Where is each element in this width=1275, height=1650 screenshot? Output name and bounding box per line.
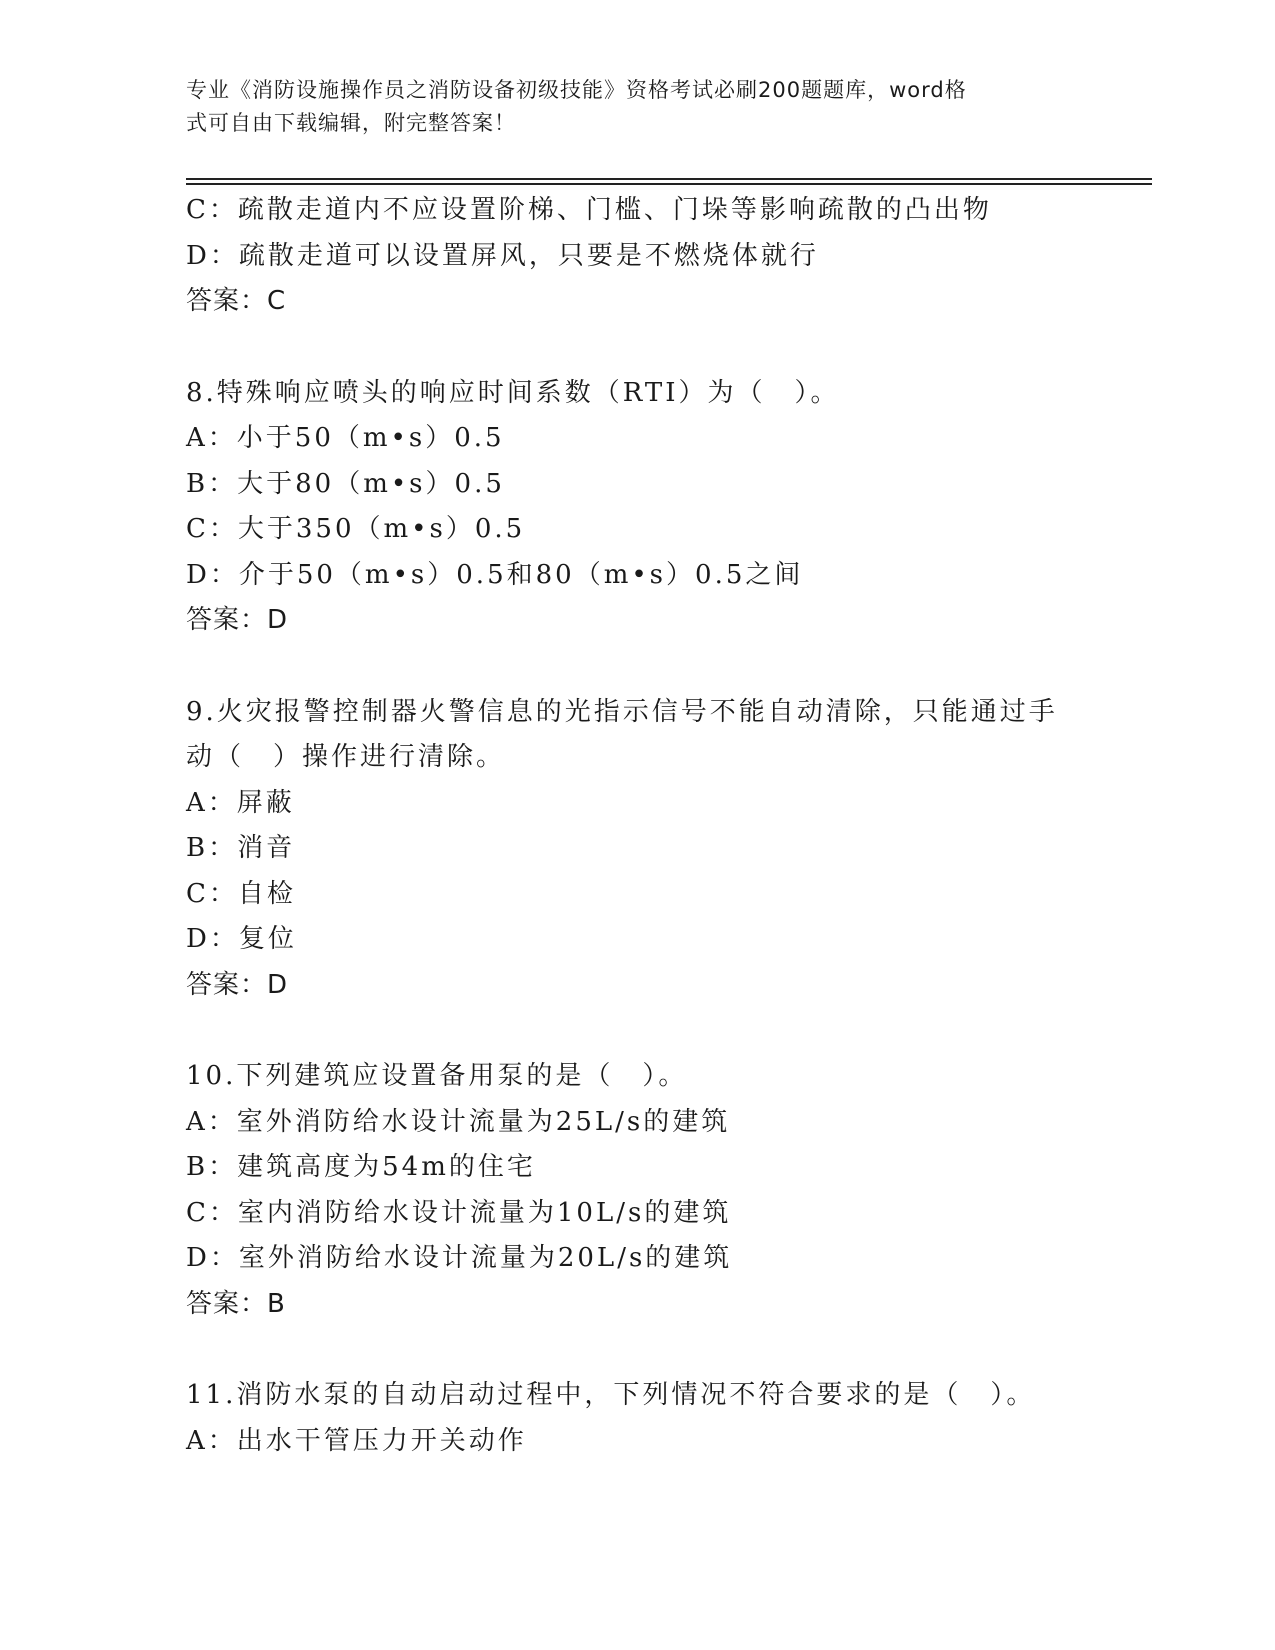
option-d: D：介于50（m•s）0.5和80（m•s）0.5之间 xyxy=(186,559,804,590)
option-c: C：自检 xyxy=(186,878,296,909)
option-c: C：疏散走道内不应设置阶梯、门槛、门垛等影响疏散的凸出物 xyxy=(186,195,992,225)
header-rule-top xyxy=(186,178,1152,180)
question-7 xyxy=(186,188,1186,325)
question-9 xyxy=(186,690,1186,1009)
answer: 答案：D xyxy=(186,605,289,635)
option-d: D：疏散走道可以设置屏风，只要是不燃烧体就行 xyxy=(186,240,819,271)
question-stem: 8.特殊响应喷头的响应时间系数（RTI）为（ ）。 xyxy=(186,377,840,408)
option-b: B：大于80（m•s）0.5 xyxy=(186,468,505,499)
header-line-2: 式可自由下载编辑，附完整答案！ xyxy=(186,111,516,135)
question-10 xyxy=(186,1054,1186,1327)
question-stem: 11.消防水泵的自动启动过程中，下列情况不符合要求的是（ ）。 xyxy=(186,1380,1036,1410)
question-stem: 10.下列建筑应设置备用泵的是（ ）。 xyxy=(186,1061,688,1091)
option-c: C：大于350（m•s）0.5 xyxy=(186,514,526,544)
document-header xyxy=(186,74,1066,140)
answer: 答案：B xyxy=(186,1288,286,1319)
option-a: A：出水干管压力开关动作 xyxy=(186,1425,527,1456)
question-11 xyxy=(186,1373,1186,1464)
question-stem-line-2: 动（ ）操作进行清除。 xyxy=(186,742,506,772)
option-b: B：建筑高度为54m的住宅 xyxy=(186,1152,536,1182)
question-stem-line-1: 9.火灾报警控制器火警信息的光指示信号不能自动清除，只能通过手 xyxy=(186,696,1058,727)
option-a: A：屏蔽 xyxy=(186,787,295,818)
question-8 xyxy=(186,371,1186,644)
option-d: D：复位 xyxy=(186,924,297,954)
header-line-1: 专业《消防设施操作员之消防设备初级技能》资格考试必刷200题题库，word格 xyxy=(186,78,967,102)
header-rule-bottom xyxy=(186,183,1152,185)
option-a: A：室外消防给水设计流量为25L/s的建筑 xyxy=(186,1106,731,1137)
answer: 答案：C xyxy=(186,286,287,316)
answer: 答案：D xyxy=(186,969,289,1000)
option-d: D：室外消防给水设计流量为20L/s的建筑 xyxy=(186,1243,733,1273)
option-b: B：消音 xyxy=(186,833,296,863)
question-list xyxy=(186,188,1186,1464)
option-c: C：室内消防给水设计流量为10L/s的建筑 xyxy=(186,1197,732,1228)
option-a: A：小于50（m•s）0.5 xyxy=(186,423,505,453)
